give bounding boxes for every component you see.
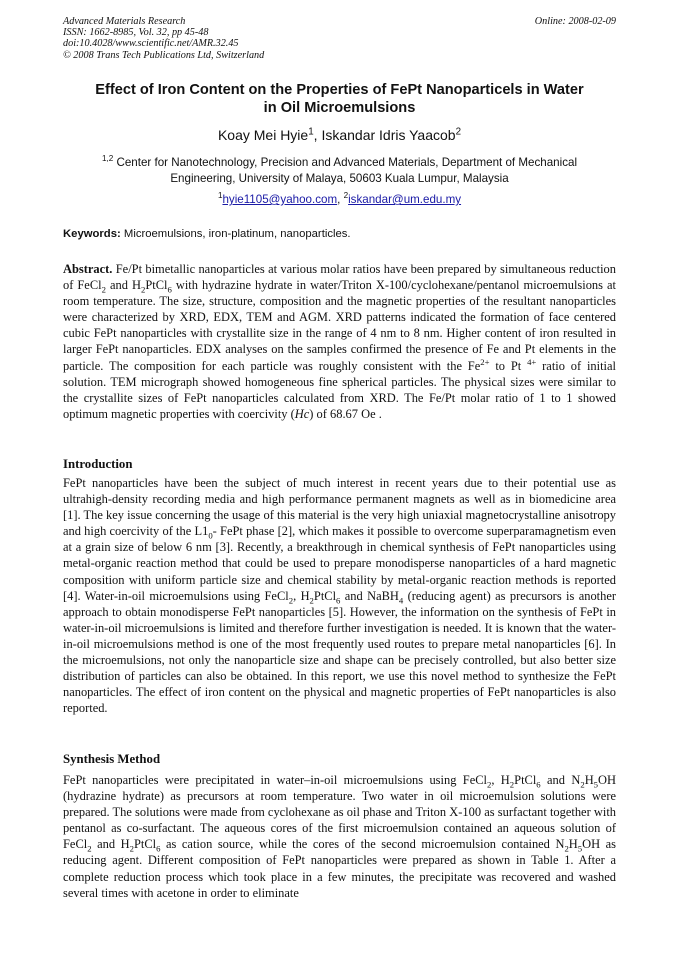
title-line-2: in Oil Microemulsions — [263, 100, 416, 116]
section-heading-synthesis: Synthesis Method — [63, 752, 161, 766]
paper-title — [63, 81, 616, 117]
author-1: Koay Mei Hyie — [217, 127, 309, 143]
subscript: 4 — [398, 595, 404, 606]
intro-text: (reducing agent) as precursors is another approach to obtain monodisperse FePt nanoparticles [5]. However, the information on the synthesis of FePt in water-in-oil microemulsions is limited and therefore further investigation is needed. It is known that the water-in-oil microemulsions method is one of the most frequently used routes to prepare metal nanoparticles [6]. In the microemulsions, not only the nanoparticle size and shape can be precisely controlled, but also better size distribution of particles can also be obtained. In this report, we use this novel method to synthesize the FePt nanoparticles. The effect of iron content on the physical and magnetic properties of FePt nanoparticles is also reported. — [63, 588, 616, 716]
synth-text: PtCl — [133, 837, 157, 852]
synth-text: H — [584, 773, 594, 787]
synth-text: H — [568, 837, 578, 852]
synth-text: and N — [540, 773, 581, 787]
subscript: 6 — [536, 779, 541, 790]
synth-text: PtCl — [514, 773, 537, 787]
synthesis-paragraph — [63, 772, 616, 901]
introduction-paragraph — [63, 475, 616, 716]
subscript: 0 — [208, 530, 213, 541]
journal-header — [63, 16, 616, 61]
abstract-label: Abstract. — [63, 262, 113, 276]
subscript: 2 — [101, 284, 106, 295]
synth-text: and H — [91, 837, 130, 852]
title-line-1: Effect of Iron Content on the Properties of FePt Nanoparticels in Water — [95, 82, 584, 98]
subscript: 6 — [167, 284, 172, 295]
subscript: 6 — [336, 595, 341, 606]
section-heading-introduction: Introduction — [63, 457, 133, 471]
journal-name: Advanced Materials Research — [63, 16, 186, 27]
email-separator: , — [337, 193, 344, 206]
superscript: 2+ — [480, 356, 490, 367]
intro-text: PtCl — [313, 588, 337, 603]
author-2: Iskandar Idris Yaacob — [321, 127, 456, 143]
subscript: 2 — [129, 843, 134, 854]
synth-text: OH as reducing agent. Different composition of FePt nanoparticles were prepared as shown in Table 1. After a complete reduction process which took place in a few minutes, the precipitate was recovered and washed several times with acetone in order to eliminate — [63, 837, 617, 900]
affiliation-marker: 1,2 — [101, 154, 114, 164]
subscript: 5 — [577, 843, 583, 854]
coercivity-symbol: Hc — [294, 406, 310, 421]
email-link-2[interactable]: iskandar@um.edu.my — [348, 193, 462, 206]
affiliation-line-2: Engineering, University of Malaya, 50603 Kuala Lumpur, Malaysia — [170, 171, 509, 185]
subscript: 2 — [87, 843, 92, 854]
subscript: 2 — [140, 284, 146, 295]
intro-text: FePt nanoparticles have been the subject of much interest in recent years due to their potential use as ultrahigh-density recording media and high performance permanent magnets as well as in biomedicine area [1]. The key issue concerning the usage of this material is the very high uniaxial magnetocrystalline anisotropy and high coercivity of the L1 — [63, 476, 616, 539]
superscript: 4+ — [527, 356, 537, 367]
subscript: 6 — [156, 843, 161, 854]
author-1-affil: 1 — [308, 126, 314, 138]
abstract-paragraph — [63, 261, 616, 422]
keywords-line — [63, 227, 616, 242]
email-2-marker: 2 — [343, 191, 349, 201]
abstract-text: and H — [105, 278, 141, 293]
affiliation — [63, 155, 616, 186]
abstract-text: Fe/Pt bimetallic nanoparticles at various molar ratios have been prepared by simultaneous reduction of FeCl — [63, 262, 616, 293]
synth-text: , H — [491, 773, 510, 787]
intro-text: , H — [293, 588, 310, 603]
abstract-text: to Pt — [489, 358, 528, 373]
synth-text: FePt nanoparticles were precipitated in water–in-oil microemulsions using FeCl — [63, 773, 487, 787]
copyright-line: © 2008 Trans Tech Publications Ltd, Switzerland — [63, 49, 265, 61]
keywords-label: Keywords: — [63, 228, 121, 240]
author-emails — [63, 192, 616, 207]
author-list — [63, 127, 616, 144]
intro-text: and NaBH — [340, 588, 399, 603]
author-2-affil: 2 — [455, 126, 462, 138]
synth-text: as cation source, while the cores of the second microemulsion contained N — [160, 837, 565, 852]
abstract-text: ratio of initial solution. TEM micrograph showed homogeneous fine spherical particles. The physical sizes were similar to the crystallite sizes of FePt nanoparticles calculated from XRD. The Fe/Pt molar ratio of 1 to 1 showed optimum magnetic properties with coercivity ( — [63, 358, 616, 421]
subscript: 5 — [593, 779, 599, 790]
email-1-marker: 1 — [217, 191, 223, 201]
issn-line: ISSN: 1662-8985, Vol. 32, pp 45-48 — [63, 27, 209, 39]
author-separator: , — [313, 127, 322, 143]
keywords-text: Microemulsions, iron-platinum, nanoparticles. — [120, 228, 351, 240]
subscript: 2 — [288, 595, 294, 606]
synth-text: OH (hydrazine hydrate) as precursors at room temperature. Two water in oil microemulsion solutions were prepared. The solutions were made from cyclohexane as oil phase and Triton X-100 as surfactant together with pentanol as co-surfactant. The aqueous cores of the first microemulsion contained an aqueous solution of FeCl — [63, 773, 616, 852]
abstract-text: ) of 68.67 Oe . — [309, 406, 382, 421]
abstract-text: with hydrazine hydrate in water/Triton X-100/cyclohexane/pentanol microemulsions at room temperature. The size, structure, composition and the magnetic properties of the resultant nanoparticles were characterized by XRD, EDX, TEM and AGM. XRD patterns indicated the formation of face centered cubic FePt nanoparticles with crystallite size in the range of 4 nm to 8 nm. Higher content of iron resulted in larger FePt nanoparticles. EDX analyses on the samples confirmed the presence of Fe and Pt elements in the particle. The composition for each particle was roughly consistent with the Fe — [63, 278, 616, 373]
online-date: Online: 2008-02-09 — [534, 16, 616, 27]
subscript: 2 — [486, 779, 492, 790]
subscript: 2 — [580, 779, 585, 790]
subscript: 2 — [309, 595, 314, 606]
abstract-text: PtCl — [145, 278, 168, 293]
affiliation-line-1: Center for Nanotechnology, Precision and Advanced Materials, Department of Mechanical — [113, 156, 578, 169]
doi-line: doi:10.4028/www.scientific.net/AMR.32.45 — [63, 38, 239, 50]
intro-text: - FePt phase [2], which makes it possible to overcome superparamagnetism even at a grain size of below 6 nm [3]. Recently, a breakthrough in chemical synthesis of FePt nanoparticles using metal-organic reaction method that could be used to prepare monodisperse nanoparticles of a hard magnetic composition with uniform particle size and chemical stability by metal-organic reaction methods is reported [4]. Water-in-oil microemulsions using FeCl — [63, 524, 616, 603]
subscript: 2 — [509, 779, 515, 790]
email-link-1[interactable]: hyie1105@yahoo.com — [222, 193, 338, 206]
subscript: 2 — [564, 843, 569, 854]
